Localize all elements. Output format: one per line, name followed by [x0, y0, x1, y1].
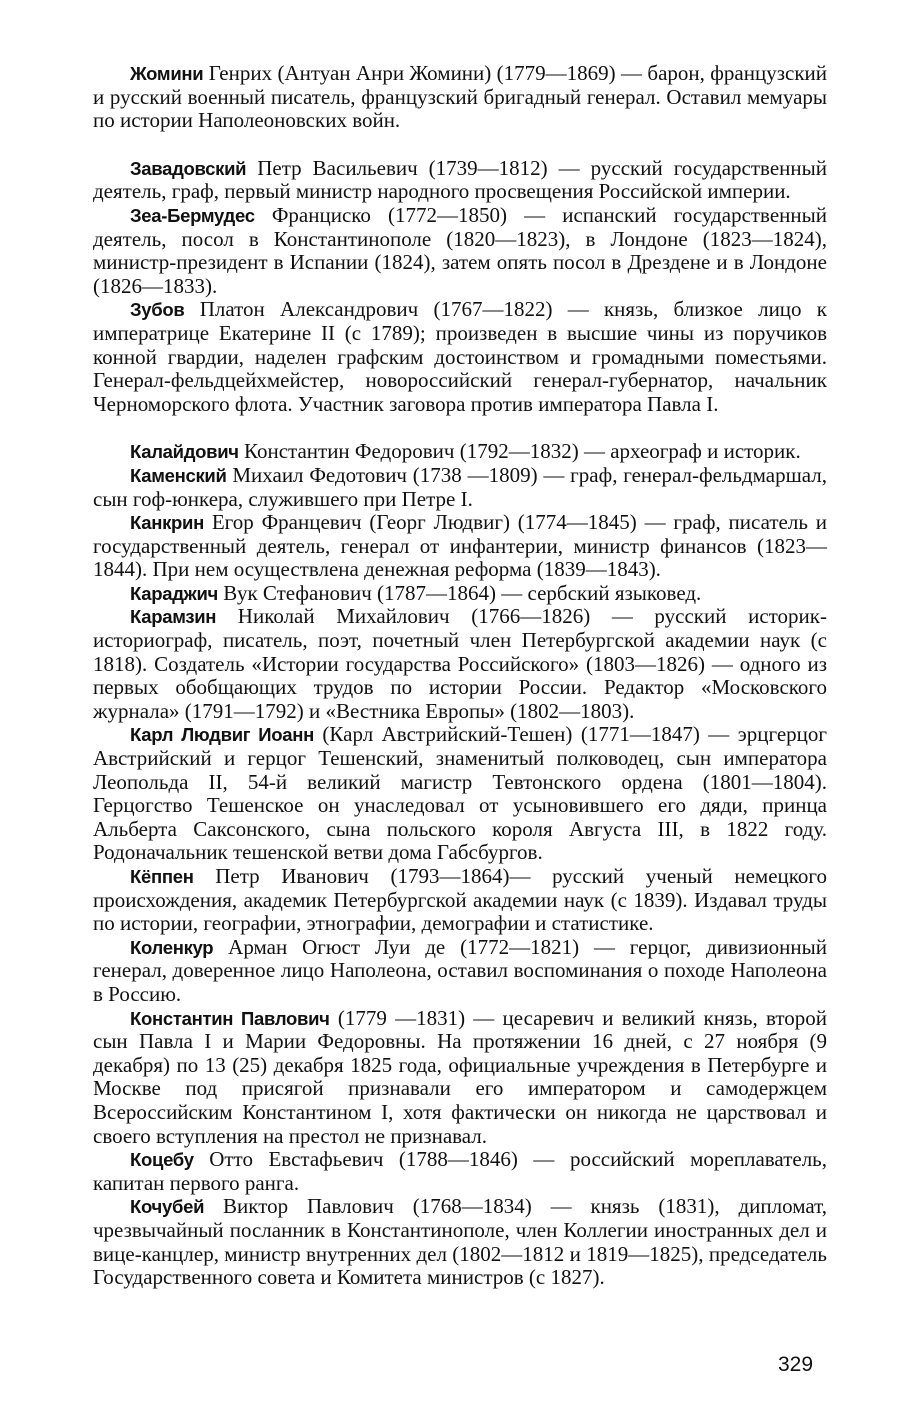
entry-konstantin — [93, 1007, 827, 1149]
entry-text: (Карл Австрийский-Тешен) (1771—1847) — эрцгерцог Австрийский и герцог Тешенский, знаменитый полководец, сын императора Леопольда II, 54-й великий магистр Тевтонского ордена (1801—1804). Герцогство Тешенское он унаследовал от усыновившего его дяди, принца Альберта Саксонского, сына польского короля Августа III, в 1822 году. Родоначальник тешенской ветви дома Габсбургов. — [93, 722, 828, 865]
page-number: 329 — [778, 1353, 814, 1376]
entry-text: (1779 —1831) — цесаревич и великий князь, второй сын Павла I и Марии Федоровны. На протяжении 16 дней, с 27 ноября (9 декабря) по 13 (25) декабря 1825 года, официальные учреждения в Петербурге и Москве под присягой признавали его императором и самодержцем Всероссийским Константином I, хотя фактически он никогда не царствовал и своего вступления на престол не признавал. — [93, 1005, 827, 1148]
entry-text: Арман Огюст Луи де (1772—1821) — герцог, дивизионный генерал, доверенное лицо Наполеона, оставил воспоминания о походе Наполеона в Россию. — [93, 934, 827, 1006]
entry-text: Петр Васильевич (1739—1812) — русский государственный деятель, граф, первый министр народного просвещения Российской империи. — [93, 155, 827, 204]
entry-text: Николай Михайлович (1766—1826) — русский историк-историограф, писатель, поэт, почетный член Петербургской академии наук (с 1818). Создатель «Истории государства Российского» (1803—1826) — одного из первых обобщающих трудов по истории России. Редактор «Московского журнала» (1791—1792) и «Вестника Европы» (1802—1803). — [93, 604, 827, 723]
entry-name: Калайдович — [130, 441, 239, 463]
entry-name: Коленкур — [130, 936, 214, 958]
entry-text: Отто Евстафьевич (1788—1846) — российский мореплаватель, капитан первого ранга. — [93, 1147, 827, 1195]
entry-keppen — [93, 865, 827, 936]
entry-karl-ludwig — [93, 723, 827, 865]
entry-name: Кёппен — [130, 866, 194, 887]
entry-name: Константин Павлович — [130, 1007, 330, 1029]
entry-name: Каменский — [130, 464, 227, 486]
entry-kankrin — [93, 511, 827, 582]
entry-zavadovsky — [93, 157, 827, 204]
entry-name: Канкрин — [130, 512, 204, 534]
entry-text: Виктор Павлович (1768—1834) — князь (1831), дипломат, чрезвычайный посланник в Константинополе, член Коллегии иностранных дел и вице-канцлер, министр внутренних дел (1802—1812 и 1819—1825), председатель Государственного совета и Комитета министров (с 1827). — [93, 1194, 827, 1290]
entry-kolenkur — [93, 936, 827, 1007]
entry-name: Жомини — [130, 63, 204, 84]
entry-text: Генрих (Антуан Анри Жомини) (1779—1869) — барон, французский и русский военный писатель, французский бригадный генерал. Оставил мемуары по истории Наполеоновских войн. — [93, 61, 827, 133]
entry-name: Коцебу — [130, 1149, 194, 1171]
entry-name: Карамзин — [130, 606, 217, 628]
entry-text: Константин Федорович (1792—1832) — археограф и историк. — [238, 439, 801, 464]
entry-karadzhich — [93, 582, 827, 606]
dictionary-page — [93, 62, 827, 1290]
entry-kotsebu — [93, 1148, 827, 1195]
entry-zea-bermudez — [93, 204, 827, 298]
entry-name: Зеа-Бермудес — [130, 204, 255, 226]
entry-text: Вук Стефанович (1787—1864) — сербский языковед. — [217, 580, 702, 605]
entry-kochubei — [93, 1195, 827, 1289]
entry-name: Завадовский — [130, 157, 247, 179]
entry-text: Платон Александрович (1767—1822) — князь, близкое лицо к императрице Екатерине II (с 1789); произведен в высшие чины из поручиков конной гвардии, наделен графским достоинством и громадными поместьями. Генерал-фельдцейхмейстер, новороссийский генерал-губернатор, начальник Черноморского флота. Участник заговора против императора Павла I. — [93, 297, 827, 416]
entry-karamzin — [93, 605, 827, 723]
entry-kalaidovich — [93, 440, 827, 464]
entry-text: Михаил Федотович (1738 —1809) — граф, генерал-фельдмаршал, сын гоф-юнкера, служившего при Петре I. — [93, 462, 827, 511]
entry-kamensky — [93, 464, 827, 511]
entry-zhomini — [93, 62, 827, 133]
entry-text: Петр Иванович (1793—1864)— русский ученый немецкого происхождения, академик Петербургской академии наук (с 1839). Издавал труды по истории, географии, этнографии, демографии и статистике. — [93, 864, 827, 936]
entry-text: Егор Францевич (Георг Людвиг) (1774—1845) — граф, писатель и государственный деятель, генерал от инфантерии, министр финансов (1823—1844). При нем осуществлена денежная реформа (1839—1843). — [93, 510, 827, 582]
entry-name: Караджич — [130, 582, 218, 604]
entry-text: Франциско (1772—1850) — испанский государственный деятель, посол в Константинополе (1820—1823), в Лондоне (1823—1824), министр-президент в Испании (1824), затем опять посол в Дрездене и в Лондоне (1826—1833). — [93, 202, 827, 298]
entry-zubov — [93, 298, 827, 416]
entry-name: Карл Людвиг Иоанн — [130, 724, 314, 746]
entry-name: Зубов — [130, 299, 185, 321]
entry-name: Кочубей — [130, 1196, 205, 1218]
